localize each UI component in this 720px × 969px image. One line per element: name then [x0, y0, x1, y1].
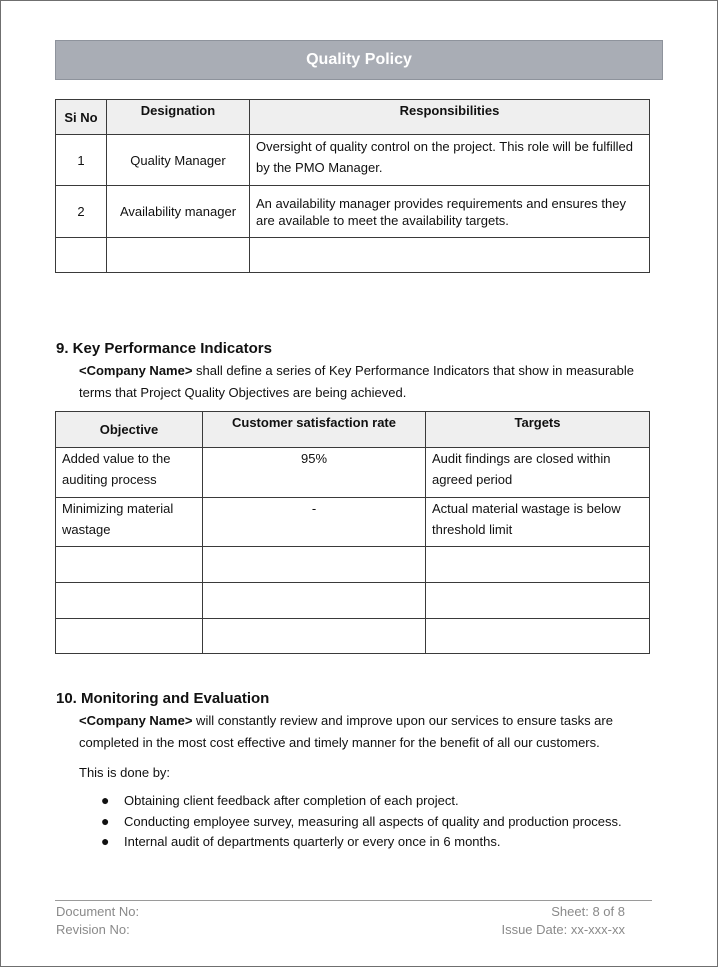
cell-target	[426, 547, 650, 583]
cell-rate	[203, 583, 426, 619]
cell-objective	[56, 619, 203, 654]
cell-objective: Added value to the auditing process	[56, 448, 203, 498]
cell-target: Audit findings are closed within agreed period	[426, 448, 650, 498]
header-responsibilities: Responsibilities	[250, 100, 650, 135]
cell-rate: -	[203, 498, 426, 547]
footer-document-no: Document No:	[56, 904, 140, 919]
roles-table	[55, 99, 650, 273]
company-name-placeholder: <Company Name>	[79, 363, 193, 378]
cell-objective	[56, 547, 203, 583]
cell-no: 2	[56, 186, 107, 238]
footer-divider	[55, 900, 652, 901]
cell-target	[426, 583, 650, 619]
monitoring-intro: This is done by:	[79, 765, 171, 780]
list-item-text: Internal audit of departments quarterly or every once in 6 months.	[124, 834, 501, 849]
table-row	[56, 619, 650, 654]
cell-designation	[107, 238, 250, 273]
list-item-text: Conducting employee survey, measuring all aspects of quality and production process.	[124, 813, 622, 829]
kpi-table	[55, 411, 650, 654]
cell-objective: Minimizing material wastage	[56, 498, 203, 547]
list-item	[79, 832, 639, 852]
table-row	[56, 498, 650, 547]
list-item	[79, 812, 639, 832]
cell-no	[56, 238, 107, 273]
cell-objective	[56, 583, 203, 619]
cell-no: 1	[56, 135, 107, 186]
table-row	[56, 135, 650, 186]
table-row	[56, 238, 650, 273]
table-row	[56, 547, 650, 583]
company-name-placeholder: <Company Name>	[79, 713, 193, 728]
cell-target: Actual material wastage is below threshold limit	[426, 498, 650, 547]
header-satisfaction-rate: Customer satisfaction rate	[203, 412, 426, 448]
table-row	[56, 583, 650, 619]
header-si-no: Si No	[56, 100, 107, 135]
cell-rate	[203, 547, 426, 583]
page-title-banner	[55, 40, 663, 80]
header-designation: Designation	[107, 100, 250, 135]
cell-rate	[203, 619, 426, 654]
footer-revision-no: Revision No:	[56, 922, 130, 937]
page-title: Quality Policy	[306, 51, 412, 68]
cell-responsibility: An availability manager provides requirements and ensures they are available to meet the availability targets.	[250, 186, 650, 238]
footer-sheet: Sheet: 8 of 8	[551, 904, 625, 919]
footer-issue-date: Issue Date: xx-xxx-xx	[501, 922, 625, 937]
list-item-text: Obtaining client feedback after completion of each project.	[124, 793, 459, 808]
bullet-icon: ●	[101, 833, 110, 849]
bullet-icon: ●	[101, 812, 110, 829]
table-header-row	[56, 100, 650, 135]
table-header-row	[56, 412, 650, 448]
monitoring-paragraph-text: will constantly review and improve upon our services to ensure tasks are completed in the most cost effective and timely manner for the benefit of all our customers.	[79, 713, 613, 750]
kpi-paragraph	[79, 360, 659, 403]
kpi-paragraph-text: shall define a series of Key Performance Indicators that show in measurable terms that Project Quality Objectives are being achieved.	[79, 363, 634, 400]
monitoring-bullet-list	[79, 791, 639, 853]
section-heading-monitoring: 10. Monitoring and Evaluation	[56, 690, 270, 707]
cell-designation: Quality Manager	[107, 135, 250, 186]
header-objective: Objective	[56, 412, 203, 448]
section-heading-kpi: 9. Key Performance Indicators	[56, 340, 272, 357]
cell-target	[426, 619, 650, 654]
table-row	[56, 186, 650, 238]
list-item	[79, 791, 639, 811]
header-targets: Targets	[426, 412, 650, 448]
cell-responsibility: Oversight of quality control on the project. This role will be fulfilled by the PMO Manager.	[250, 135, 650, 186]
bullet-icon: ●	[101, 792, 110, 808]
monitoring-paragraph	[79, 710, 659, 753]
table-row	[56, 448, 650, 498]
cell-designation: Availability manager	[107, 186, 250, 238]
cell-rate: 95%	[203, 448, 426, 498]
cell-responsibility	[250, 238, 650, 273]
